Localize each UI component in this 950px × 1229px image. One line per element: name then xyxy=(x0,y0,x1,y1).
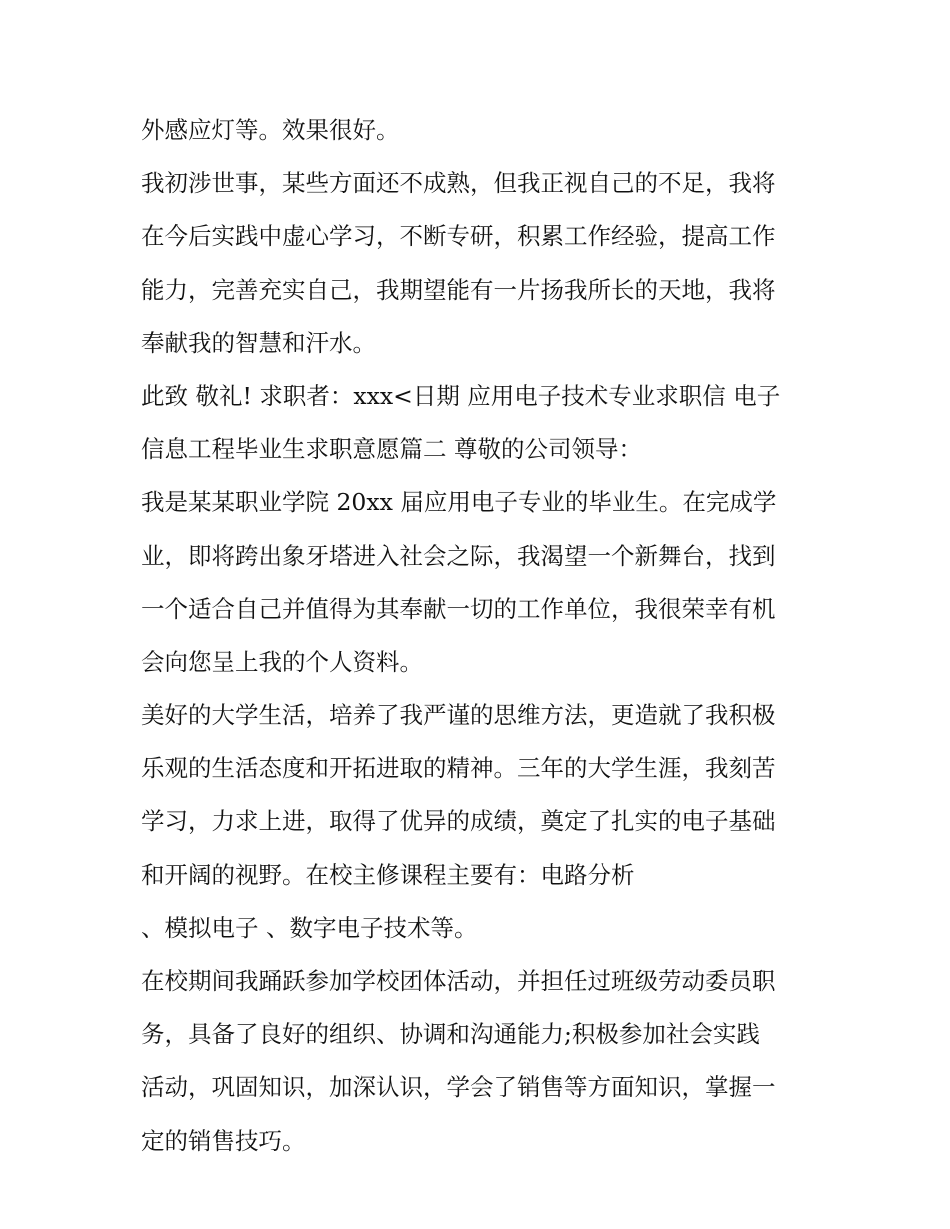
text-line: 外感应灯等。效果很好。 xyxy=(141,116,400,144)
text-line: 、模拟电子 、数字电子技术等。 xyxy=(141,913,478,942)
body-text xyxy=(141,104,821,1168)
text-line: 奉献我的智慧和汗水。 xyxy=(141,328,376,357)
text-line: 在校期间我踊跃参加学校团体活动，并担任过班级劳动委员职 xyxy=(141,967,776,995)
text-line: 定的销售技巧。 xyxy=(141,1126,306,1155)
text-line: 信息工程毕业生求职意愿篇二 尊敬的公司领导： xyxy=(141,435,642,464)
text-line: 我是某某职业学院 20xx 届应用电子专业的毕业生。在完成学 xyxy=(141,488,777,517)
text-line: 和开阔的视野。在校主修课程主要有：电路分析 xyxy=(141,860,635,889)
text-line: 乐观的生活态度和开拓进取的精神。三年的大学生涯，我刻苦 xyxy=(141,754,776,783)
text-line: 活动，巩固知识，加深认识，学会了销售等方面知识，掌握一 xyxy=(141,1073,776,1102)
text-line: 能力，完善充实自己，我期望能有一片扬我所长的天地，我将 xyxy=(141,275,776,304)
text-line: 会向您呈上我的个人资料。 xyxy=(141,647,423,676)
text-line: 一个适合自己并值得为其奉献一切的工作单位，我很荣幸有机 xyxy=(141,594,776,623)
text-line: 业，即将跨出象牙塔进入社会之际，我渴望一个新舞台，找到 xyxy=(141,541,776,570)
text-line: 学习，力求上进，取得了优异的成绩，奠定了扎实的电子基础 xyxy=(141,807,776,836)
text-line: 美好的大学生活，培养了我严谨的思维方法，更造就了我积极 xyxy=(141,701,776,730)
text-line: 我初涉世事，某些方面还不成熟，但我正视自己的不足，我将 xyxy=(141,169,776,198)
text-line: 在今后实践中虚心学习，不断专研，积累工作经验，提高工作 xyxy=(141,222,776,251)
text-line: 此致 敬礼! 求职者：xxx<日期 应用电子技术专业求职信 电子 xyxy=(141,381,781,410)
text-line: 务，具备了良好的组织、协调和沟通能力;积极参加社会实践 xyxy=(141,1020,760,1049)
